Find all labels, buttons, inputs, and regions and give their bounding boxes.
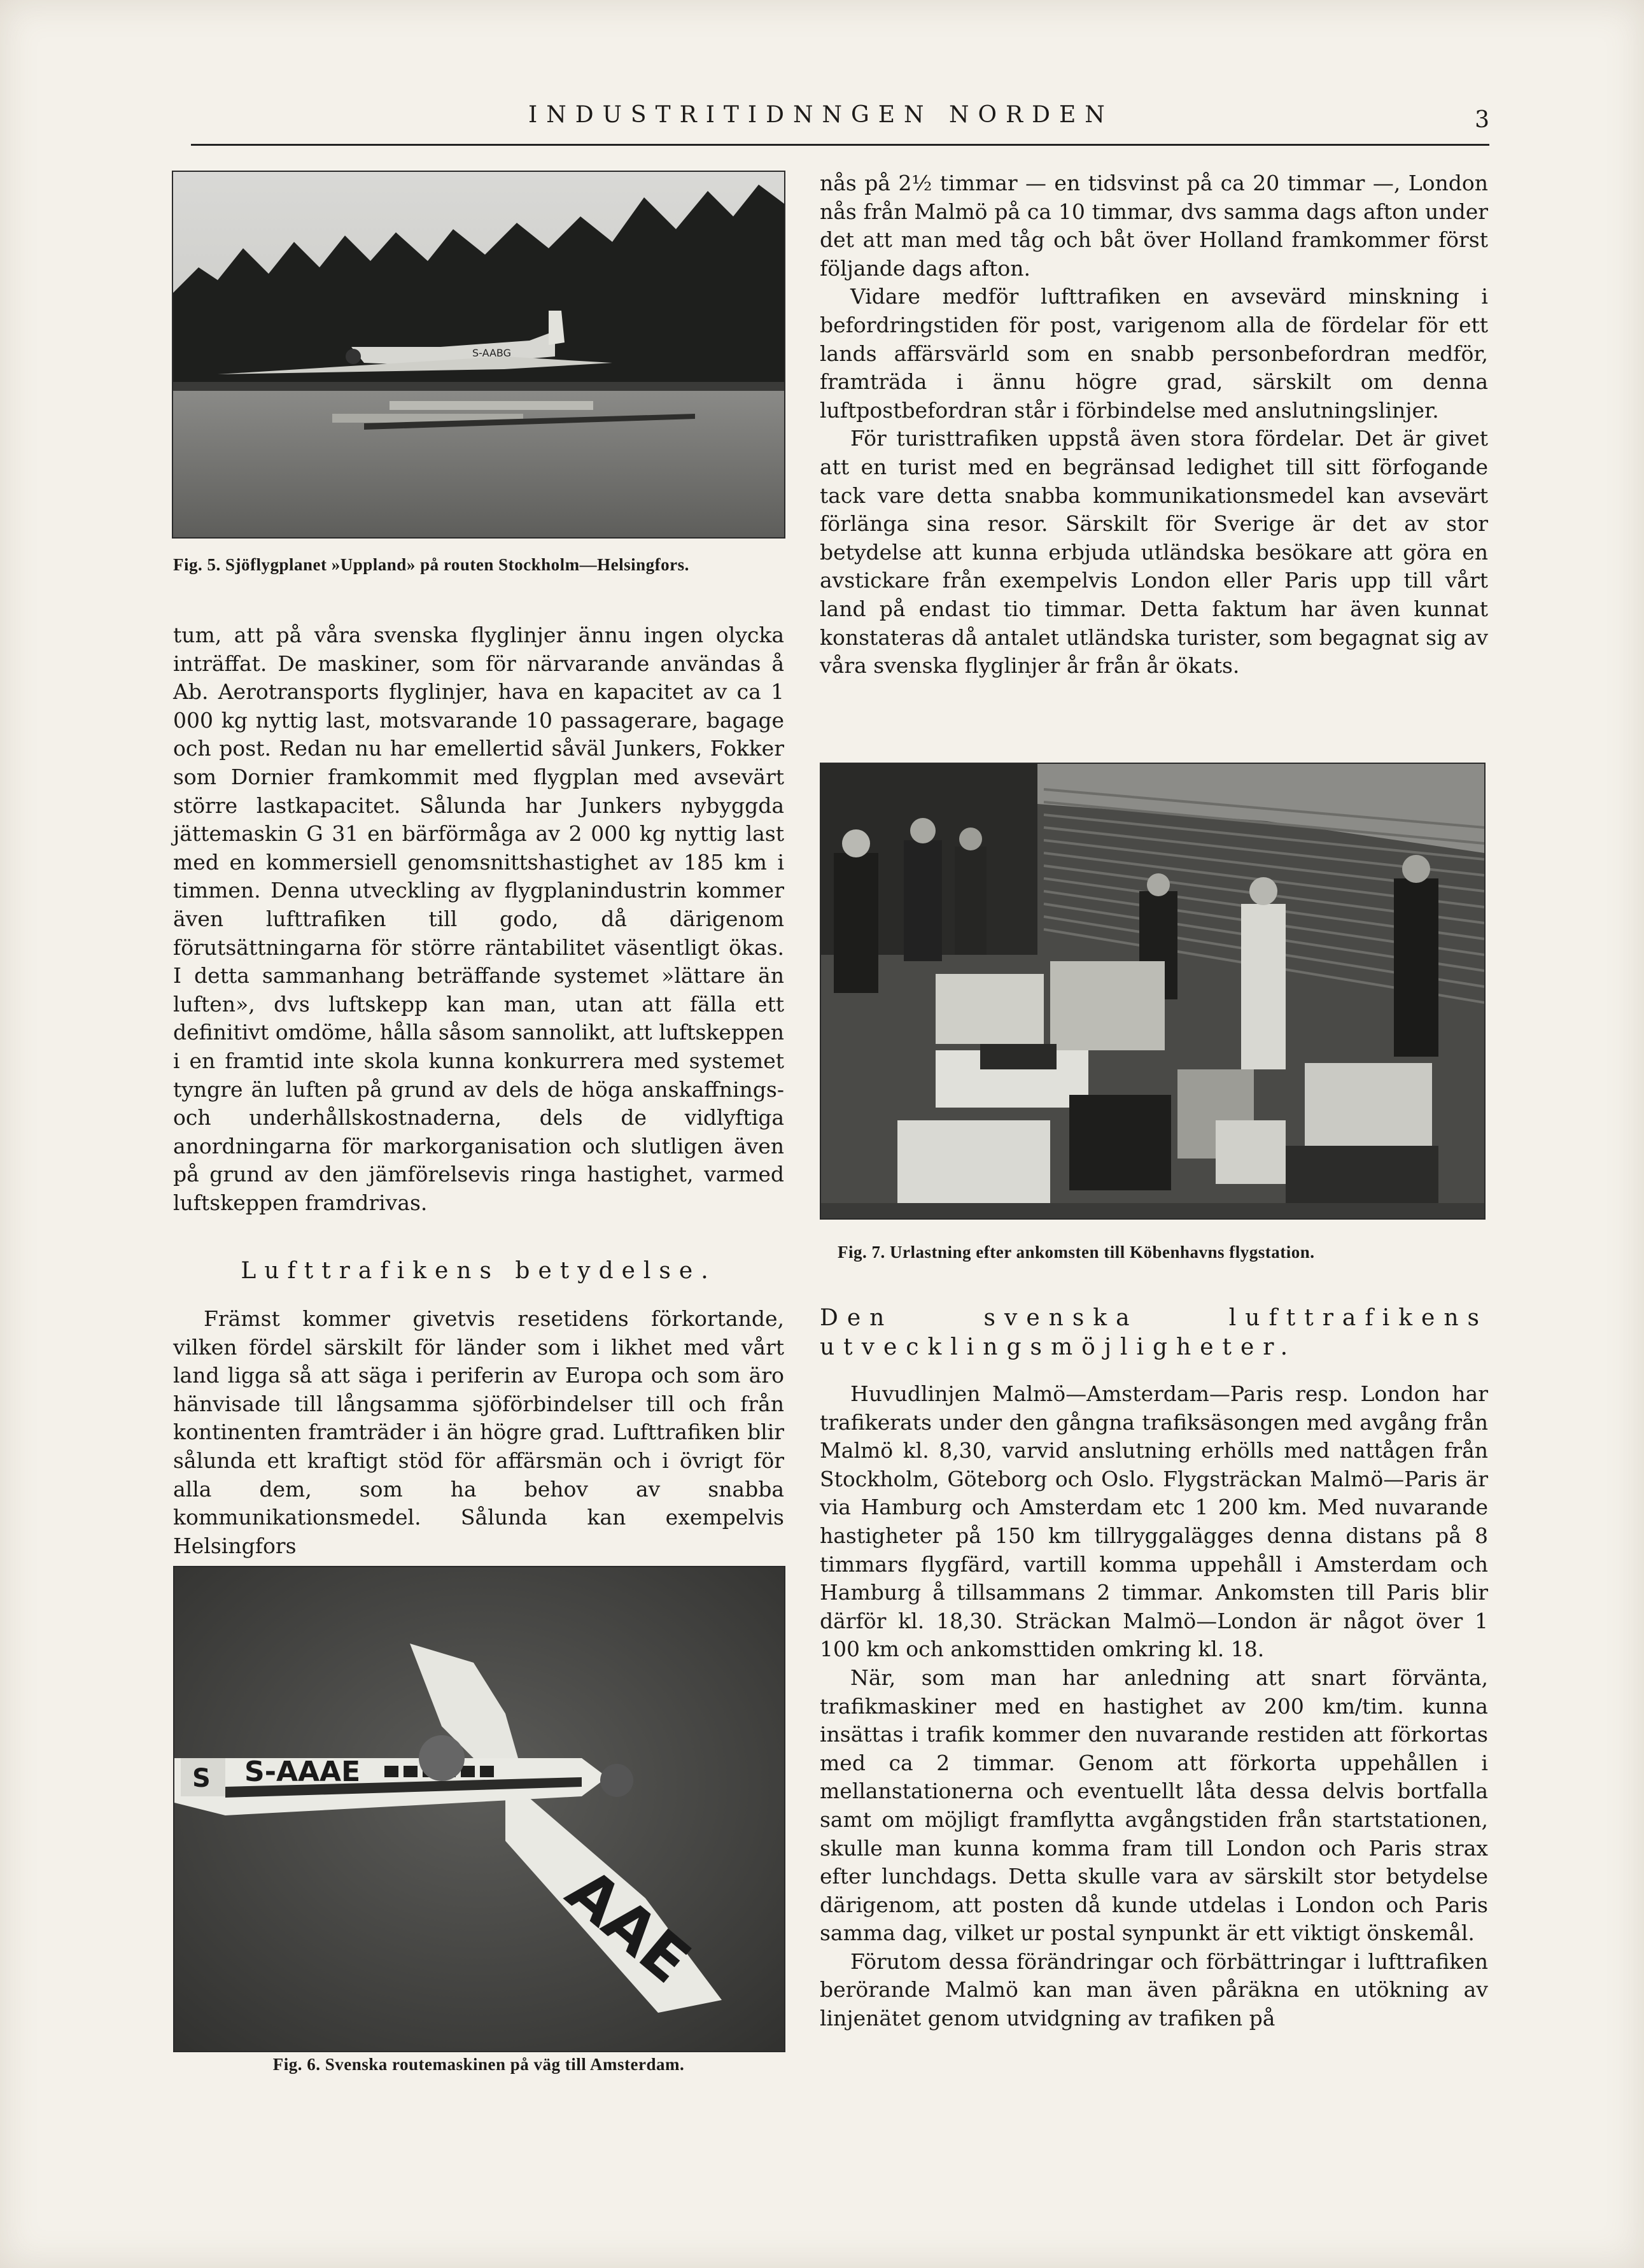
- seaplane-registration: S-AABG: [472, 347, 512, 359]
- page-number: 3: [1475, 107, 1489, 133]
- right-paragraph-4: Huvudlinjen Malmö—Amsterdam—Paris resp. London har trafikerats under den gångna trafiksäsongen med avgång från Malmö kl. 8,30, varvid anslutning erhölls med nattågen från Stockholm, Göteborg och Oslo. Flygsträckan Malmö—Paris är via Hamburg och Amsterdam etc 1 200 km. Med nuvarande hastigheter på 150 km tillryggalägges denna distans på 8 timmars flygfärd, vartill komma uppehåll i Amsterdam och Hamburg å tillsammans 2 timmar. Ankomsten till Paris blir därför kl. 18,30. Sträckan Malmö—London är något över 1 100 km och ankomsttiden omkring kl. 18.: [820, 1381, 1488, 1662]
- right-paragraph-2: Vidare medför lufttrafiken en avsevärd minskning i befordringstiden för post, varigenom alla de fördelar för ett lands affärsvärld som en snabb personbefordran medför, framträda i ännu högre grad, särskilt om denna luftpostbefordran står i förbindelse med anslutningslinjer.: [820, 284, 1488, 423]
- figure-5-caption: Fig. 5. Sjöflygplanet »Uppland» på routen Stockholm—Helsingfors.: [173, 555, 689, 574]
- right-paragraph-3: För turisttrafiken uppstå även stora fördelar. Det är givet att en turist med en begränsad ledighet till sitt förfogande tack vare detta snabba kommunikationsmedel kan avsevärt förlänga sina resor. Särskilt för Sverige är det av stor betydelse att kunna erbjuda utländska besökare att göra en avstickare från exempelvis London eller Paris upp till vårt land på endast tio timmar. Detta faktum har även kunnat konstateras då antalet utländska turister, som begagnat sig av våra svenska flyglinjer år från år ökats.: [820, 426, 1488, 679]
- figure-5-photo: [172, 171, 785, 539]
- figure-7-photo: [820, 763, 1486, 1220]
- left-paragraph-2: Främst kommer givetvis resetidens förkortande, vilken fördel särskilt för länder som i likhet med vårt land ligga så att säga i periferin av Europa och som äro hänvisade till långsamma sjöförbindelser till och från kontinenten framträder i än högre grad. Lufttrafiken blir sålunda ett kraftigt stöd för affärsmän och i övrigt för alla dem, som ha behov av snabba kommunikationsmedel. Sålunda kan exempelvis Helsingfors: [173, 1306, 784, 1558]
- luggage-unloading-image: [821, 764, 1484, 1218]
- fuselage-registration: S-AAAE: [244, 1756, 361, 1788]
- left-body-2: [173, 1305, 784, 1560]
- journal-title: INDUSTRITIDNNGEN NORDEN: [528, 102, 1114, 128]
- figure-7-caption: Fig. 7. Urlastning efter ankomsten till Köbenhavns flygstation.: [838, 1243, 1315, 1262]
- airliner-aerial-image: [174, 1567, 784, 2051]
- left-paragraph-1: tum, att på våra svenska flyglinjer ännu ingen olycka inträffat. De maskiner, som för närvarande användas å Ab. Aerotransports flyglinjer, hava en kapacitet av ca 1 000 kg nyttig last, motsvarande 10 passagerare, bagage och post. Redan nu har emellertid såväl Junkers, Fokker som Dornier framkommit med flygplan med avsevärt större lastkapacitet. Sålunda har Junkers nybyggda jättemaskin G 31 en bärförmåga av 2 000 kg nyttig last med en kommersiell genomsnittshastighet av 185 km i timmen. Denna utveckling av flygplanindustrin kommer även lufttrafiken till godo, då därigenom förutsättningarna för större räntabilitet väsentligt ökas. I detta sammanhang beträffande systemet »lättare än luften», dvs luftskepp kan man, utan att fälla ett definitivt omdöme, hålla såsom sannolikt, att luftskeppen i en framtid inte skola kunna konkurrera med systemet tyngre än luften på grund av dels de höga anskaffnings- och underhållskostnaderna, dels de vidlyftiga anordningarna för markorganisation och slutligen även på grund av den jämförelsevis ringa hastighet, varmed luftskeppen framdrivas.: [173, 623, 784, 1215]
- wing-registration: AAE: [553, 1854, 704, 1997]
- figure-6-photo: [173, 1566, 785, 2052]
- figure-6-caption: Fig. 6. Svenska routemaskinen på väg till Amsterdam.: [272, 2055, 685, 2074]
- right-paragraph-5: När, som man har anledning att snart förvänta, trafikmaskiner med en hastighet av 200 km/tim. kunna insättas i trafik kommer den nuvarande restiden att förkortas med ca 2 timmar. Genom att förkorta uppehållen i mellanstationerna och eventuellt låta dessa delvis bortfalla samt om möjligt framflytta avgångstiden från startstationen, skulle man kunna komma fram till London och Paris strax efter lunchdags. Detta skulle vara av särskilt stor betydelse därigenom, att posten då kunde utdelas i London och Paris samma dag, vilket ur postal synpunkt är ett viktigt önskemål.: [820, 1665, 1488, 1946]
- section-heading-betydelse: Lufttrafikens betydelse.: [241, 1258, 717, 1284]
- seaplane-image: [173, 172, 784, 537]
- section-heading-utvecklingsmojligheter: Den svenska lufttrafikens utvecklingsmöjligheter.: [820, 1305, 1488, 1360]
- right-body-2: [820, 1380, 1488, 2033]
- header-rule: [191, 144, 1489, 146]
- right-paragraph-6: Förutom dessa förändringar och förbättringar i lufttrafiken berörande Malmö kan man även påräkna en utökning av linjenätet genom utvidgning av trafiken på: [820, 1948, 1488, 2031]
- running-header: [191, 95, 1489, 146]
- right-paragraph-1: nås på 2½ timmar — en tidsvinst på ca 20 timmar —, London nås från Malmö på ca 10 timmar, dvs samma dags afton under det att man med tåg och båt över Holland framkommer först följande dags afton.: [820, 171, 1488, 281]
- left-body-1: [173, 621, 784, 1217]
- right-body-1: [820, 169, 1488, 680]
- tail-letter: S: [192, 1764, 211, 1793]
